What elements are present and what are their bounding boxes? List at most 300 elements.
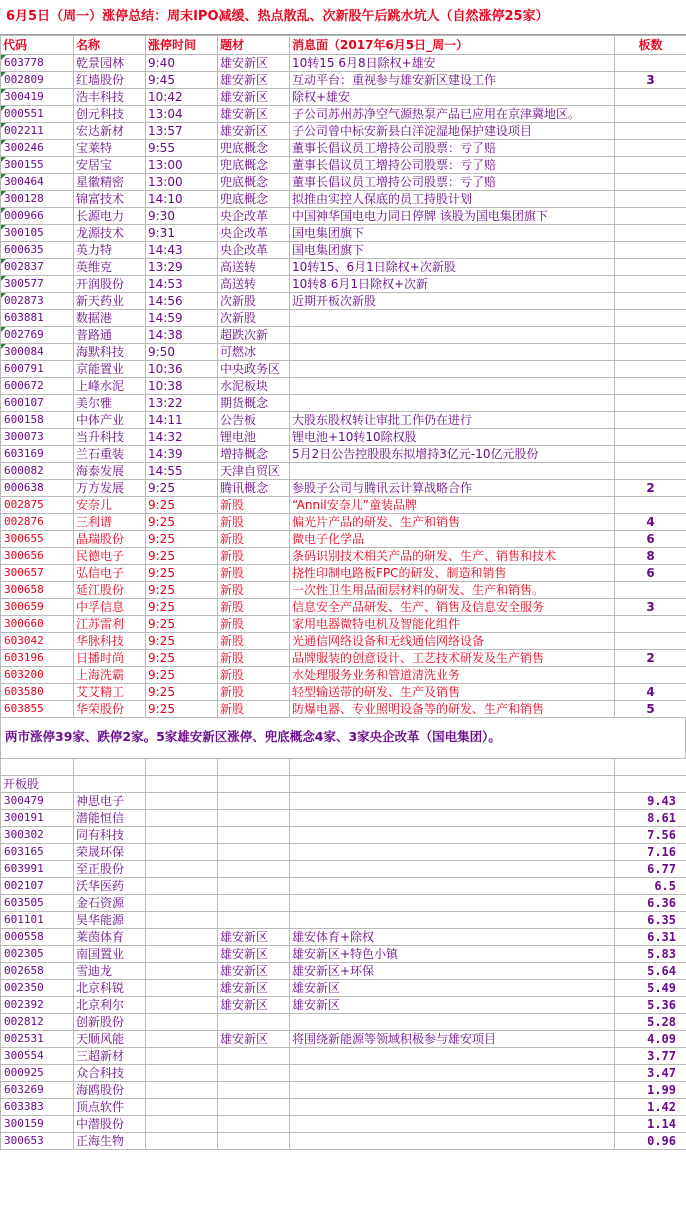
topic: 高送转: [218, 276, 290, 293]
news: [290, 810, 615, 827]
news: [290, 1133, 615, 1150]
table-row: [1, 684, 686, 701]
topic: [218, 827, 290, 844]
cell-flag-icon: [1, 293, 6, 298]
limit-up-table: [0, 35, 686, 718]
news: [290, 878, 615, 895]
stock-name: 安居宝: [74, 157, 146, 174]
stock-code: 603196: [1, 650, 74, 667]
stock-name: 雪迪龙: [74, 963, 146, 980]
news: [290, 861, 615, 878]
table-row: [1, 878, 686, 895]
cell-flag-icon: [1, 140, 6, 145]
table-row: [1, 327, 686, 344]
change-value: 3.77: [615, 1048, 686, 1065]
table-row: [1, 463, 686, 480]
news: 微电子化学品: [290, 531, 615, 548]
topic: [218, 861, 290, 878]
board-count: [615, 378, 686, 395]
table-row: [1, 55, 686, 72]
table-row: [1, 599, 686, 616]
stock-name: 创新股份: [74, 1014, 146, 1031]
stock-name: 神思电子: [74, 793, 146, 810]
board-count: [615, 242, 686, 259]
topic: [218, 1116, 290, 1133]
stock-name: 三超新材: [74, 1048, 146, 1065]
empty-cell: [146, 1082, 218, 1099]
table-row: [1, 174, 686, 191]
topic: [218, 844, 290, 861]
stock-name: 京能置业: [74, 361, 146, 378]
stock-code: [1, 276, 74, 293]
limit-up-time: 9:25: [146, 514, 218, 531]
table-row: [1, 293, 686, 310]
cell-flag-icon: [1, 344, 6, 349]
table-row: [1, 582, 686, 599]
stock-code: 603165: [1, 844, 74, 861]
stock-code-text: 300105: [4, 226, 44, 239]
header-topic: 题材: [218, 36, 290, 55]
market-summary: 两市涨停39家、跌停2家。5家雄安新区涨停、兜底概念4家、3家央企改革（国电集团）。: [0, 718, 686, 758]
board-count: 6: [615, 565, 686, 582]
limit-up-time: 9:25: [146, 650, 218, 667]
change-value: 4.09: [615, 1031, 686, 1048]
board-count: 6: [615, 531, 686, 548]
board-count: [615, 123, 686, 140]
board-count: [615, 667, 686, 684]
cell-flag-icon: [1, 106, 6, 111]
limit-up-time: 9:25: [146, 531, 218, 548]
stock-name: 兰石重装: [74, 446, 146, 463]
board-count: [615, 174, 686, 191]
table-row: [1, 1133, 686, 1150]
stock-code: 603169: [1, 446, 74, 463]
limit-up-time: 9:25: [146, 616, 218, 633]
stock-name: 延江股份: [74, 582, 146, 599]
stock-code: 600672: [1, 378, 74, 395]
board-count: 8: [615, 548, 686, 565]
stock-name: 江苏雷利: [74, 616, 146, 633]
news: [290, 912, 615, 929]
news: [290, 463, 615, 480]
stock-name: 日播时尚: [74, 650, 146, 667]
table-row: [1, 1116, 686, 1133]
empty-cell: [146, 980, 218, 997]
topic: 雄安新区: [218, 980, 290, 997]
limit-up-time: 9:45: [146, 72, 218, 89]
news: 品牌服装的创意设计、工艺技术研发及生产销售: [290, 650, 615, 667]
table-row: [1, 548, 686, 565]
stock-name: 龙源技术: [74, 225, 146, 242]
stock-code: [1, 123, 74, 140]
table-row: [1, 531, 686, 548]
stock-code: [1, 293, 74, 310]
empty-cell: [146, 1031, 218, 1048]
table-row: [1, 895, 686, 912]
limit-up-time: 13:00: [146, 157, 218, 174]
topic: 雄安新区: [218, 55, 290, 72]
stock-name: 新天药业: [74, 293, 146, 310]
board-count: [615, 310, 686, 327]
stock-name: 华荣股份: [74, 701, 146, 718]
limit-up-time: 9:30: [146, 208, 218, 225]
limit-up-time: 9:25: [146, 701, 218, 718]
topic: 新股: [218, 684, 290, 701]
limit-up-time: 14:59: [146, 310, 218, 327]
board-count: [615, 259, 686, 276]
stock-code: 600158: [1, 412, 74, 429]
limit-up-time: 9:25: [146, 667, 218, 684]
cell-flag-icon: [1, 259, 6, 264]
topic: [218, 1099, 290, 1116]
stock-code: 603269: [1, 1082, 74, 1099]
table-row: [1, 89, 686, 106]
board-count: [615, 582, 686, 599]
limit-up-time: 13:29: [146, 259, 218, 276]
board-count: 4: [615, 514, 686, 531]
empty-cell: [146, 946, 218, 963]
stock-code: [1, 140, 74, 157]
stock-code-text: 300155: [4, 158, 44, 171]
limit-up-time: 13:57: [146, 123, 218, 140]
limit-up-time: 9:40: [146, 55, 218, 72]
stock-name: 宝莱特: [74, 140, 146, 157]
board-count: [615, 157, 686, 174]
change-value: 6.5: [615, 878, 686, 895]
news: 雄安新区: [290, 997, 615, 1014]
open-board-table: [0, 758, 686, 1150]
limit-up-time: 9:25: [146, 684, 218, 701]
stock-name: 中孚信息: [74, 599, 146, 616]
table-row: [1, 667, 686, 684]
limit-up-time: 9:50: [146, 344, 218, 361]
stock-name: 潜能恒信: [74, 810, 146, 827]
stock-code: 300191: [1, 810, 74, 827]
table-row: [1, 208, 686, 225]
news: 光通信网络设备和无线通信网络设备: [290, 633, 615, 650]
stock-code: [1, 106, 74, 123]
board-count: [615, 106, 686, 123]
change-value: 1.99: [615, 1082, 686, 1099]
topic: 雄安新区: [218, 963, 290, 980]
stock-code: 600635: [1, 242, 74, 259]
topic: 新股: [218, 582, 290, 599]
board-count: 2: [615, 650, 686, 667]
limit-up-time: 9:25: [146, 582, 218, 599]
empty-cell: [146, 929, 218, 946]
topic: [218, 1133, 290, 1150]
stock-name: 沃华医药: [74, 878, 146, 895]
news: 子公司曾中标安新县白洋淀湿地保护建设项目: [290, 123, 615, 140]
topic: 雄安新区: [218, 997, 290, 1014]
limit-up-time: 9:25: [146, 633, 218, 650]
stock-name: 天顺风能: [74, 1031, 146, 1048]
topic: 水泥板块: [218, 378, 290, 395]
board-count: 3: [615, 72, 686, 89]
stock-code-text: 300419: [4, 90, 44, 103]
table-row: [1, 259, 686, 276]
limit-up-time: 14:55: [146, 463, 218, 480]
news: [290, 327, 615, 344]
stock-code: 300554: [1, 1048, 74, 1065]
board-count: [615, 429, 686, 446]
empty-cell: [146, 912, 218, 929]
limit-up-time: 9:25: [146, 565, 218, 582]
limit-up-time: 14:10: [146, 191, 218, 208]
board-count: [615, 55, 686, 72]
stock-code-text: 002809: [4, 73, 44, 86]
table-row: [1, 616, 686, 633]
topic: 天津自贸区: [218, 463, 290, 480]
stock-code: [1, 225, 74, 242]
topic: 央企改革: [218, 208, 290, 225]
news: [290, 1116, 615, 1133]
topic: 兜底概念: [218, 174, 290, 191]
table-row: [1, 361, 686, 378]
topic: 兜底概念: [218, 157, 290, 174]
stock-code: 603580: [1, 684, 74, 701]
header-code: 代码: [1, 36, 74, 55]
stock-name: 海默科技: [74, 344, 146, 361]
table-row: [1, 1082, 686, 1099]
stock-code: 603881: [1, 310, 74, 327]
limit-up-time: 9:25: [146, 480, 218, 497]
topic: [218, 1048, 290, 1065]
board-count: [615, 616, 686, 633]
board-count: [615, 208, 686, 225]
topic: 雄安新区: [218, 1031, 290, 1048]
table-row: [1, 633, 686, 650]
news: 一次性卫生用品面层材料的研发、生产和销售。: [290, 582, 615, 599]
change-value: 5.36: [615, 997, 686, 1014]
stock-code: 002107: [1, 878, 74, 895]
cell-flag-icon: [1, 55, 6, 60]
stock-code: 000638: [1, 480, 74, 497]
news: [290, 1099, 615, 1116]
news: “Annil安奈儿”童装品牌: [290, 497, 615, 514]
section-label: 开板股: [1, 776, 74, 793]
section-row: [1, 776, 686, 793]
news: 子公司苏州苏净空气源热泵产品已应用在京津冀地区。: [290, 106, 615, 123]
limit-up-time: 14:56: [146, 293, 218, 310]
table-row: [1, 1065, 686, 1082]
topic: 腾讯概念: [218, 480, 290, 497]
change-value: 9.43: [615, 793, 686, 810]
table-row: [1, 378, 686, 395]
stock-code-text: 000551: [4, 107, 44, 120]
news: 水处理服务业务和管道清洗业务: [290, 667, 615, 684]
stock-code: 300159: [1, 1116, 74, 1133]
table-row: [1, 497, 686, 514]
board-count: [615, 463, 686, 480]
stock-name: 创元科技: [74, 106, 146, 123]
stock-name: 北京利尔: [74, 997, 146, 1014]
stock-name: 三利谱: [74, 514, 146, 531]
empty-cell: [146, 997, 218, 1014]
board-count: 3: [615, 599, 686, 616]
topic: 雄安新区: [218, 89, 290, 106]
limit-up-time: 10:42: [146, 89, 218, 106]
stock-code: [1, 327, 74, 344]
table-row: [1, 861, 686, 878]
table-row: [1, 344, 686, 361]
topic: 次新股: [218, 310, 290, 327]
table-row: [1, 997, 686, 1014]
stock-code: [1, 89, 74, 106]
cell-flag-icon: [1, 72, 6, 77]
topic: 新股: [218, 497, 290, 514]
news: 家用电器微特电机及智能化组件: [290, 616, 615, 633]
stock-code: 603042: [1, 633, 74, 650]
table-row: [1, 912, 686, 929]
stock-code: 300302: [1, 827, 74, 844]
stock-name: 海泰发展: [74, 463, 146, 480]
table-row: [1, 1048, 686, 1065]
table-row: [1, 827, 686, 844]
topic: 兜底概念: [218, 191, 290, 208]
news: 国电集团旗下: [290, 225, 615, 242]
topic: 雄安新区: [218, 106, 290, 123]
stock-code: 300073: [1, 429, 74, 446]
table-row: [1, 395, 686, 412]
table-row: [1, 980, 686, 997]
stock-code: [1, 72, 74, 89]
stock-name: 乾景园林: [74, 55, 146, 72]
stock-code-text: 300464: [4, 175, 44, 188]
stock-code-text: 300577: [4, 277, 44, 290]
topic: [218, 878, 290, 895]
change-value: 6.36: [615, 895, 686, 912]
news: 信息安全产品研发、生产、销售及信息安全服务: [290, 599, 615, 616]
stock-code: [1, 174, 74, 191]
stock-name: 荣晟环保: [74, 844, 146, 861]
table-row: [1, 191, 686, 208]
topic: 新股: [218, 531, 290, 548]
board-count: [615, 89, 686, 106]
change-value: 3.47: [615, 1065, 686, 1082]
news: [290, 378, 615, 395]
topic: 雄安新区: [218, 72, 290, 89]
news: [290, 793, 615, 810]
empty-cell: [146, 1065, 218, 1082]
news: 参股子公司与腾讯云计算战略合作: [290, 480, 615, 497]
change-value: 8.61: [615, 810, 686, 827]
empty-cell: [146, 827, 218, 844]
table-row: [1, 429, 686, 446]
stock-code: 002876: [1, 514, 74, 531]
stock-name: 开润股份: [74, 276, 146, 293]
stock-name: 民德电子: [74, 548, 146, 565]
stock-code: 300657: [1, 565, 74, 582]
stock-code: [1, 344, 74, 361]
stock-code: [1, 259, 74, 276]
cell-flag-icon: [1, 276, 6, 281]
stock-name: 中潜股份: [74, 1116, 146, 1133]
empty-cell: [146, 1099, 218, 1116]
empty-cell: [146, 1048, 218, 1065]
board-count: [615, 327, 686, 344]
news: [290, 844, 615, 861]
topic: [218, 810, 290, 827]
table-row: [1, 565, 686, 582]
topic: 高送转: [218, 259, 290, 276]
topic: [218, 912, 290, 929]
page-title: 6月5日（周一）涨停总结：周末IPO减缓、热点散乱、次新股午后跳水坑人（自然涨停25家）: [0, 0, 686, 35]
news: [290, 827, 615, 844]
stock-code: 601101: [1, 912, 74, 929]
news: [290, 1048, 615, 1065]
topic: 新股: [218, 701, 290, 718]
board-count: [615, 191, 686, 208]
table-row: [1, 225, 686, 242]
limit-up-time: 14:11: [146, 412, 218, 429]
news: 除权+雄安: [290, 89, 615, 106]
news: [290, 344, 615, 361]
stock-code-text: 002769: [4, 328, 44, 341]
header-name: 名称: [74, 36, 146, 55]
board-count: [615, 344, 686, 361]
board-count: [615, 361, 686, 378]
stock-code-text: 300128: [4, 192, 44, 205]
stock-name: 红墙股份: [74, 72, 146, 89]
table-row: [1, 310, 686, 327]
limit-up-time: 14:43: [146, 242, 218, 259]
news: 挠性印制电路板FPC的研发、制造和销售: [290, 565, 615, 582]
topic: 可燃冰: [218, 344, 290, 361]
stock-code: 002392: [1, 997, 74, 1014]
stock-name: 中体产业: [74, 412, 146, 429]
topic: 新股: [218, 548, 290, 565]
news: 拟推由实控人保底的员工持股计划: [290, 191, 615, 208]
stock-name: 英维克: [74, 259, 146, 276]
topic: 增持概念: [218, 446, 290, 463]
stock-code: 300653: [1, 1133, 74, 1150]
stock-code: [1, 157, 74, 174]
header-time: 涨停时间: [146, 36, 218, 55]
blank-row: [1, 759, 686, 776]
board-count: [615, 446, 686, 463]
news: [290, 310, 615, 327]
topic: 期货概念: [218, 395, 290, 412]
table-row: [1, 946, 686, 963]
change-value: 1.42: [615, 1099, 686, 1116]
table-row: [1, 276, 686, 293]
stock-code: 002531: [1, 1031, 74, 1048]
stock-code: 002305: [1, 946, 74, 963]
topic: 雄安新区: [218, 123, 290, 140]
table-row: [1, 810, 686, 827]
empty-cell: [146, 793, 218, 810]
cell-flag-icon: [1, 327, 6, 332]
stock-name: 海鸥股份: [74, 1082, 146, 1099]
table-row: [1, 844, 686, 861]
topic: 新股: [218, 514, 290, 531]
table-row: [1, 650, 686, 667]
stock-code: 000925: [1, 1065, 74, 1082]
news: 中国神华国电电力同日停牌 该股为国电集团旗下: [290, 208, 615, 225]
limit-up-time: 9:25: [146, 599, 218, 616]
table-row: [1, 929, 686, 946]
board-count: [615, 497, 686, 514]
stock-code: 002658: [1, 963, 74, 980]
news: [290, 1082, 615, 1099]
change-value: 7.16: [615, 844, 686, 861]
stock-code: 300656: [1, 548, 74, 565]
stock-code: 600107: [1, 395, 74, 412]
stock-name: 上峰水泥: [74, 378, 146, 395]
board-count: 4: [615, 684, 686, 701]
stock-code-text: 300084: [4, 345, 44, 358]
